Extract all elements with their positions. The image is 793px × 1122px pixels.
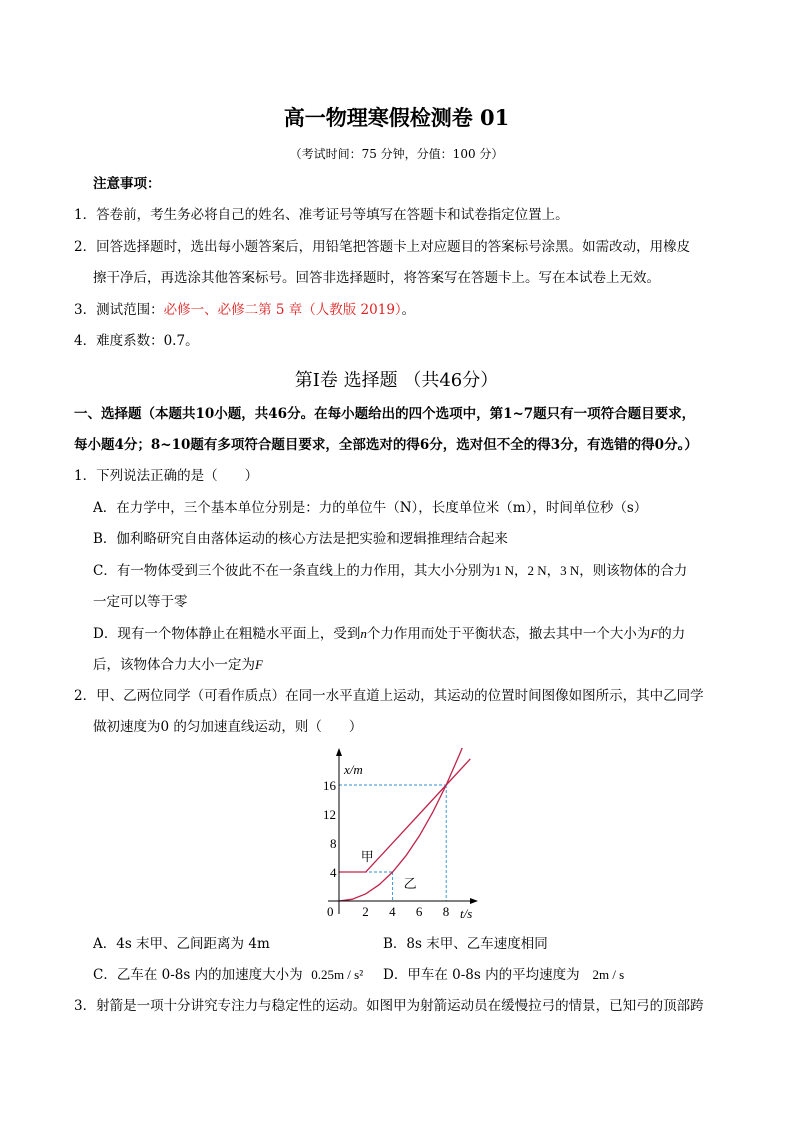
q1-option-d: [93, 625, 685, 643]
q1-option-b: B．伽利略研究自由落体运动的核心方法是把实验和逻辑推理结合起来: [93, 531, 508, 547]
notice-item-3: [74, 301, 415, 319]
q3-stem: 3．射箭是一项十分讲究专注力与稳定性的运动。如图甲为射箭运动员在缓慢拉弓的情景，已知弓的顶部跨: [74, 998, 704, 1014]
x-axis-label: t/s: [460, 906, 473, 921]
notice-item-4: [74, 332, 199, 350]
notice-item-text: 答卷前，考生务必将自己的姓名、准考证号等填写在答题卡和试卷指定位置上。: [96, 207, 569, 223]
tick-labels: [323, 778, 449, 919]
page-title: 高一物理寒假检测卷 01: [283, 105, 510, 130]
force-value: 2 N: [527, 563, 547, 578]
q2-option-a: A．4s 末甲、乙间距离为 4m: [93, 936, 270, 952]
section-title: 第Ⅰ卷 选择题 （共46分）: [294, 370, 499, 391]
series-label: 甲: [360, 849, 374, 865]
q1-option-c-tail: ，则该物体的合力: [579, 563, 688, 579]
q1-option-d-text: D．现有一个物体静止在粗糙水平面上，受到: [93, 626, 361, 642]
y-axis-arrow: [336, 748, 342, 756]
notice-item-text: 难度系数：0.7。: [96, 333, 199, 349]
q1-option-a: A．在力学中，三个基本单位分别是：力的单位牛（N），长度单位米（m），时间单位秒（s）: [93, 500, 648, 516]
q1-option-d-text: 的力: [658, 626, 686, 642]
x-axis-arrow: [470, 898, 478, 904]
x-tick-label: 6: [415, 904, 423, 919]
notice-item-2-cont: 擦干净后，再选涂其他答案标号。回答非选择题时，将答案写在答题卡上。写在本试卷上无效。: [93, 270, 660, 286]
notice-item-num: 4．: [74, 333, 97, 349]
part-instructions-line2: 每小题4分；8~10题有多项符合题目要求，全部选对的得6分，选对但不全的得3分，有选错的得0分。）: [74, 437, 698, 453]
notice-item-num: 1．: [74, 207, 97, 223]
acceleration-value: 0.25m / s²: [311, 967, 364, 982]
series-label: 乙: [403, 875, 417, 891]
notice-item-1: [74, 206, 569, 224]
variable-f: F: [650, 626, 659, 641]
x-tick-label: 0: [327, 904, 334, 919]
notice-item-num: 3．: [74, 302, 97, 318]
velocity-value: 2m / s: [592, 967, 625, 982]
q1-option-d-text: 后，该物体合力大小一定为: [93, 657, 255, 673]
exam-info: （考试时间：75 分钟，分值：100 分）: [289, 147, 504, 161]
notice-item-2: [74, 238, 690, 256]
y-axis-label: x/m: [344, 762, 363, 777]
q2-option-b: B．8s 末甲、乙车速度相同: [383, 936, 548, 952]
part-instructions-line1: 一、选择题（本题共10小题，共46分。在每小题给出的四个选项中，第1~7题只有一项符合题目要求，: [74, 406, 696, 422]
q2-stem-line1: 2．甲、乙两位同学（可看作质点）在同一水平直道上运动，其运动的位置时间图像如图所示，其中乙同学: [74, 688, 704, 704]
notice-item-text: 。: [401, 302, 416, 318]
separator: ，: [513, 563, 528, 579]
y-tick-label: 16: [323, 778, 336, 793]
q2-option-c-text: C．乙车在 0-8s 内的加速度大小为: [93, 967, 303, 983]
q1-option-d-text: 个力作用而处于平衡状态，撤去其中一个大小为: [366, 626, 651, 642]
separator: ，: [546, 563, 561, 579]
x-tick-label: 4: [389, 904, 396, 919]
variable-f: F: [255, 657, 263, 672]
notice-item-num: 2．: [74, 239, 97, 255]
q1-option-c-cont: 一定可以等于零: [93, 594, 188, 610]
notice-item-text: 测试范围：: [96, 302, 164, 318]
q2-option-d-text: D．甲车在 0-8s 内的平均速度为: [383, 967, 580, 983]
y-tick-label: 12: [323, 807, 336, 822]
x-tick-label: 2: [362, 904, 369, 919]
annotations: [361, 849, 417, 891]
y-tick-label: 4: [330, 865, 337, 880]
q1-option-c: [93, 562, 687, 580]
x-tick-label: 8: [442, 904, 450, 919]
q2-stem-line2: 做初速度为0 的匀加速直线运动，则（ ）: [93, 719, 363, 735]
y-tick-label: 8: [330, 836, 337, 851]
q2-option-c: [93, 966, 363, 984]
force-value: 1 N: [494, 563, 514, 578]
q2-option-d: [383, 966, 624, 984]
q1-stem: 1．下列说法正确的是（ ）: [74, 468, 259, 484]
notice-heading: 注意事项：: [93, 176, 161, 192]
test-scope: 必修一、必修二第 5 章（人教版 2019）: [163, 302, 402, 318]
force-value: 3 N: [560, 563, 580, 578]
q1-option-d-cont: [93, 656, 263, 674]
notice-item-text: 回答选择题时，选出每小题答案后，用铅笔把答题卡上对应题目的答案标号涂黑。如需改动，用橡皮: [96, 239, 691, 255]
position-time-graph: [300, 748, 500, 926]
variable-n: n: [360, 626, 367, 641]
q1-option-c-text: C．有一物体受到三个彼此不在一条直线上的力作用，其大小分别为: [93, 563, 495, 579]
